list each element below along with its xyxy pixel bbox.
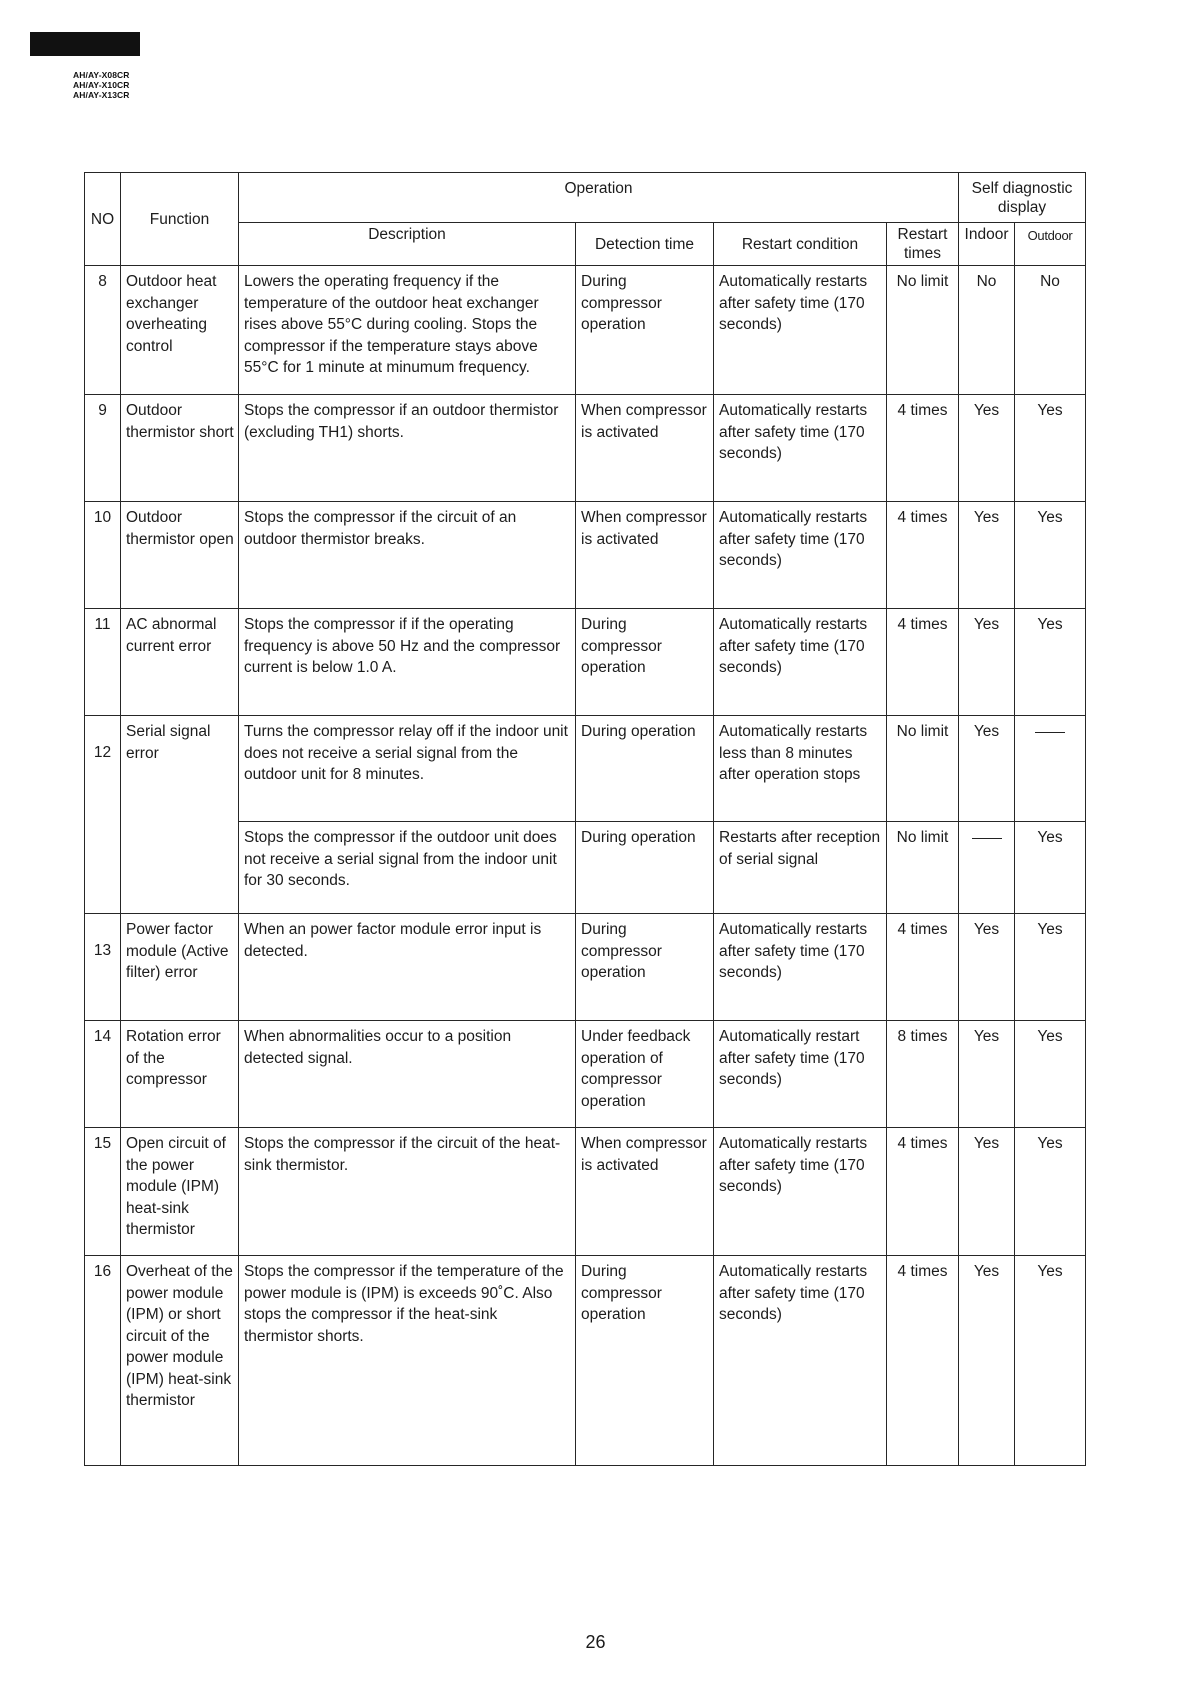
row-indoor: No — [959, 266, 1015, 395]
row-indoor: Yes — [959, 1021, 1015, 1128]
protection-function-table — [84, 172, 1086, 1466]
row-detection: When compressor is activated — [576, 395, 714, 502]
header-operation: Operation — [239, 173, 959, 223]
row-restart-condition: Automatically restarts after safety time (170 seconds) — [714, 609, 887, 716]
row-restart-times: No limit — [887, 266, 959, 395]
row-indoor — [959, 822, 1015, 914]
row-outdoor: Yes — [1015, 914, 1086, 1021]
row-function: Outdoor thermistor open — [121, 502, 239, 609]
row-detection: During compressor operation — [576, 1256, 714, 1466]
row-detection: During operation — [576, 822, 714, 914]
row-detection: During operation — [576, 716, 714, 822]
row-description: Lowers the operating frequency if the temperature of the outdoor heat exchanger rises above 55°C during cooling. Stops the compressor if the temperature stays above 55°C for 1 minute at minumum frequency. — [239, 266, 576, 395]
row-indoor: Yes — [959, 914, 1015, 1021]
row-description: Stops the compressor if the temperature of the power module is (IPM) is exceeds 90˚C. Also stops the compressor if the heat-sink thermistor shorts. — [239, 1256, 576, 1466]
row-description: When abnormalities occur to a position detected signal. — [239, 1021, 576, 1128]
model-code: AH/AY-X13CR — [73, 90, 130, 100]
row-outdoor: Yes — [1015, 502, 1086, 609]
row-restart-times: 4 times — [887, 609, 959, 716]
row-restart-condition: Automatically restarts after safety time (170 seconds) — [714, 1128, 887, 1256]
row-restart-times: No limit — [887, 822, 959, 914]
header-description: Description — [239, 223, 576, 266]
row-no: 10 — [85, 502, 121, 609]
row-outdoor: Yes — [1015, 609, 1086, 716]
header-black-bar — [30, 32, 140, 56]
row-outdoor: Yes — [1015, 1021, 1086, 1128]
row-restart-condition: Automatically restarts after safety time (170 seconds) — [714, 1256, 887, 1466]
header-no: NO — [85, 173, 121, 266]
row-restart-condition: Automatically restarts after safety time (170 seconds) — [714, 395, 887, 502]
header-row-top — [85, 173, 1086, 223]
row-function: Power factor module (Active filter) error — [121, 914, 239, 1021]
row-restart-times: 4 times — [887, 1128, 959, 1256]
header-indoor: Indoor — [959, 223, 1015, 266]
row-outdoor — [1015, 716, 1086, 822]
table-row — [85, 502, 1086, 609]
row-restart-times: No limit — [887, 716, 959, 822]
row-no: 16 — [85, 1256, 121, 1466]
table-row — [85, 266, 1086, 395]
row-restart-condition: Automatically restart after safety time (170 seconds) — [714, 1021, 887, 1128]
row-indoor: Yes — [959, 395, 1015, 502]
table-row — [85, 395, 1086, 502]
table-row — [85, 716, 1086, 822]
row-restart-condition: Automatically restarts after safety time (170 seconds) — [714, 502, 887, 609]
row-restart-times: 4 times — [887, 502, 959, 609]
row-restart-times: 8 times — [887, 1021, 959, 1128]
model-code: AH/AY-X10CR — [73, 80, 130, 90]
row-function: Rotation error of the compressor — [121, 1021, 239, 1128]
row-function: AC abnormal current error — [121, 609, 239, 716]
table-row — [85, 914, 1086, 1021]
row-detection: During compressor operation — [576, 609, 714, 716]
row-function: Serial signal error — [121, 716, 239, 914]
row-no: 11 — [85, 609, 121, 716]
row-outdoor: No — [1015, 266, 1086, 395]
row-no: 13 — [85, 914, 121, 1021]
row-detection: During compressor operation — [576, 914, 714, 1021]
row-outdoor: Yes — [1015, 1256, 1086, 1466]
table-row — [85, 609, 1086, 716]
row-detection: When compressor is activated — [576, 1128, 714, 1256]
row-restart-times: 4 times — [887, 395, 959, 502]
dash-mark — [972, 838, 1002, 839]
row-description: Stops the compressor if the circuit of an outdoor thermistor breaks. — [239, 502, 576, 609]
row-outdoor: Yes — [1015, 822, 1086, 914]
row-description: Turns the compressor relay off if the indoor unit does not receive a serial signal from the outdoor unit for 8 minutes. — [239, 716, 576, 822]
row-restart-times: 4 times — [887, 914, 959, 1021]
row-detection: Under feedback operation of compressor operation — [576, 1021, 714, 1128]
row-indoor: Yes — [959, 609, 1015, 716]
row-function: Overheat of the power module (IPM) or short circuit of the power module (IPM) heat-sink thermistor — [121, 1256, 239, 1466]
row-restart-condition: Automatically restarts after safety time (170 seconds) — [714, 266, 887, 395]
row-restart-times: 4 times — [887, 1256, 959, 1466]
row-indoor: Yes — [959, 1256, 1015, 1466]
dash-mark — [1035, 732, 1065, 733]
row-outdoor: Yes — [1015, 1128, 1086, 1256]
model-code: AH/AY-X08CR — [73, 70, 130, 80]
header-self-diagnostic: Self diagnostic display — [959, 173, 1086, 223]
row-restart-condition: Automatically restarts after safety time (170 seconds) — [714, 914, 887, 1021]
header-restart-times: Restart times — [887, 223, 959, 266]
row-description: Stops the compressor if the outdoor unit does not receive a serial signal from the indoor unit for 30 seconds. — [239, 822, 576, 914]
row-indoor: Yes — [959, 716, 1015, 822]
row-detection: During compressor operation — [576, 266, 714, 395]
row-no: 15 — [85, 1128, 121, 1256]
row-description: Stops the compressor if the circuit of the heat-sink thermistor. — [239, 1128, 576, 1256]
row-restart-condition: Automatically restarts less than 8 minutes after operation stops — [714, 716, 887, 822]
row-restart-condition: Restarts after reception of serial signal — [714, 822, 887, 914]
row-description: When an power factor module error input is detected. — [239, 914, 576, 1021]
row-no: 9 — [85, 395, 121, 502]
row-function: Outdoor heat exchanger overheating control — [121, 266, 239, 395]
row-outdoor: Yes — [1015, 395, 1086, 502]
row-no: 14 — [85, 1021, 121, 1128]
page-number: 26 — [585, 1632, 606, 1652]
header-function: Function — [121, 173, 239, 266]
row-no: 12 — [85, 716, 121, 914]
table-row — [85, 1021, 1086, 1128]
model-codes — [73, 70, 130, 100]
header-detection-time: Detection time — [576, 223, 714, 266]
row-indoor: Yes — [959, 502, 1015, 609]
row-indoor: Yes — [959, 1128, 1015, 1256]
header-outdoor: Outdoor — [1015, 223, 1086, 266]
row-detection: When compressor is activated — [576, 502, 714, 609]
table-row — [85, 1256, 1086, 1466]
row-description: Stops the compressor if if the operating frequency is above 50 Hz and the compressor current is below 1.0 A. — [239, 609, 576, 716]
row-function: Outdoor thermistor short — [121, 395, 239, 502]
row-no: 8 — [85, 266, 121, 395]
row-function: Open circuit of the power module (IPM) heat-sink thermistor — [121, 1128, 239, 1256]
table-row — [85, 1128, 1086, 1256]
row-description: Stops the compressor if an outdoor thermistor (excluding TH1) shorts. — [239, 395, 576, 502]
header-restart-condition: Restart condition — [714, 223, 887, 266]
